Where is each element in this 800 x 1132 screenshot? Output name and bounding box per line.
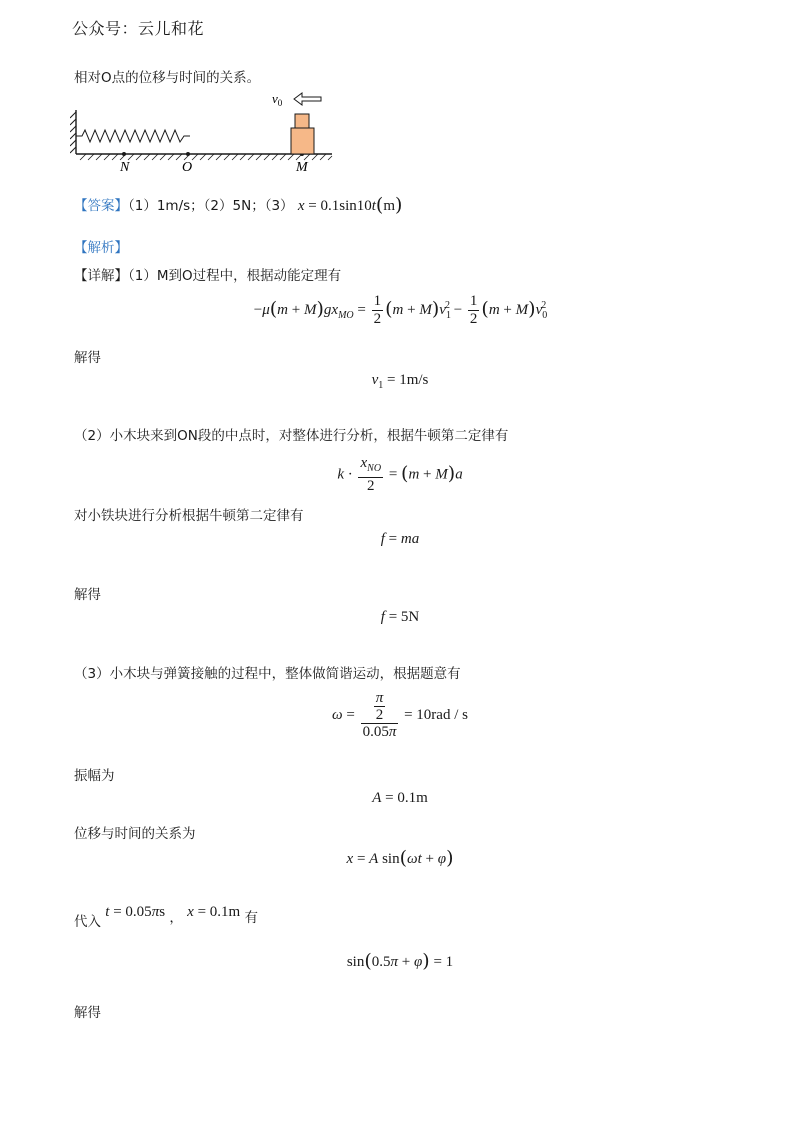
answer-formula: x = 0.1sin10t(m) — [297, 194, 403, 216]
iron-block — [295, 114, 309, 128]
equation-f-value: f = 5N — [380, 609, 420, 625]
velocity-arrow-icon — [294, 93, 321, 105]
equation-phase: sin(0.5π + φ) = 1 — [346, 950, 454, 972]
detail-line-5: 振幅为 — [74, 768, 115, 784]
point-o-dot — [186, 152, 190, 156]
detail-line-4: （3）小木块与弹簧接触的过程中，整体做简谐运动，根据题意有 — [74, 666, 461, 682]
answer-part1: （1）1m/s； — [128, 198, 204, 214]
detail-line-1: 【详解】（1）M到O过程中，根据动能定理有 — [74, 268, 342, 284]
wall — [70, 110, 76, 154]
substitute-x: x = 0.1m — [187, 904, 241, 920]
analysis-tag: 【解析】 — [74, 240, 128, 256]
velocity-label: $v_0$ — [272, 91, 283, 108]
equation-displacement: x = A sin(ωt + φ) — [346, 847, 454, 869]
wooden-block — [291, 128, 314, 154]
spring — [76, 130, 190, 142]
answer-tag: 【答案】 — [74, 198, 128, 214]
substitute-t: t = 0.05πs — [105, 904, 166, 920]
page-header: 公众号：云儿和花 — [72, 19, 205, 38]
ground — [76, 154, 332, 160]
intro-text: 相对O点的位移与时间的关系。 — [74, 70, 261, 86]
equation-v1: $v_1 = 1m/s$ — [371, 372, 429, 391]
equation-work-energy: $-\mu(m + M)gx_{MO}$ = $\frac{1}{2}$ $(m + M)v_1^2$ − $\frac{1}{2}$ $(m + M)v_0^2$ — [253, 293, 548, 327]
point-m-label: M — [296, 160, 308, 175]
spring-block-figure — [70, 88, 340, 178]
solve-label-2: 解得 — [74, 587, 101, 603]
answer-part2: （2）5N； — [203, 198, 265, 214]
answer-line — [74, 194, 402, 216]
equation-spring-force: k · $\frac{x_{NO}}{2}$ = (m + M)a — [337, 455, 463, 494]
equation-omega: ω = $\frac{\frac{\pi}{2}}{0.05\pi}$ = 10rad / s — [332, 690, 468, 740]
point-n-dot — [122, 152, 126, 156]
solve-label-3: 解得 — [74, 1005, 101, 1021]
solve-label-1: 解得 — [74, 350, 101, 366]
detail-line-7: 代入 t = 0.05πs ， x = 0.1m 有 — [74, 904, 258, 930]
detail-line-2: （2）小木块来到ON段的中点时，对整体进行分析，根据牛顿第二定律有 — [74, 428, 509, 444]
point-n-label: N — [120, 160, 130, 175]
detail-line-6: 位移与时间的关系为 — [74, 826, 196, 842]
equation-amplitude: A = 0.1m — [372, 790, 428, 806]
detail-line-3: 对小铁块进行分析根据牛顿第二定律有 — [74, 508, 304, 524]
answer-part3: （3） — [264, 198, 294, 214]
point-o-label: O — [182, 160, 193, 175]
equation-f-ma: f = ma — [380, 531, 420, 547]
